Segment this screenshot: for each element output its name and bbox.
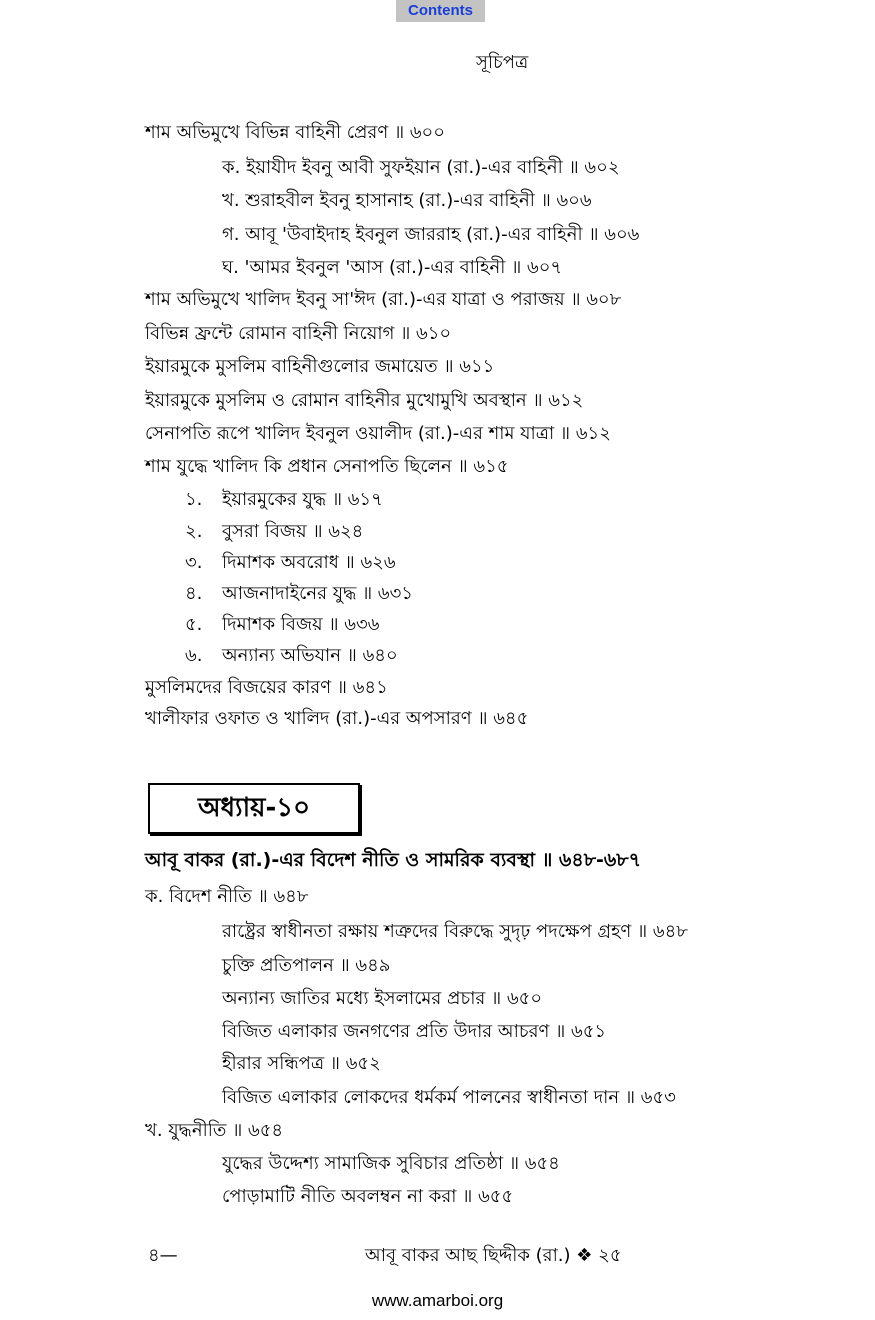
toc-numbered-entry[interactable] (185, 644, 398, 668)
footer-book-title: আবূ বাকর আছ ছিদ্দীক (রা.) ❖ ২৫ (365, 1245, 622, 1266)
toc-entry[interactable]: হীরার সন্ধিপত্র ॥ ৬৫২ (222, 1053, 381, 1074)
toc-entry[interactable]: ইয়ারমুকে মুসলিম বাহিনীগুলোর জমায়েত ॥ ৬১১ (145, 356, 495, 377)
toc-entry[interactable]: শাম অভিমুখে খালিদ ইবনু সা'ঈদ (রা.)-এর যাত্রা ও পরাজয় ॥ ৬০৮ (145, 289, 622, 310)
chapter-label: অধ্যায়-১০ (148, 783, 360, 834)
entry-text: বুসরা বিজয় ॥ ৬২৪ (222, 521, 364, 542)
entry-number: ৩. (185, 552, 203, 573)
toc-entry[interactable]: ক. বিদেশ নীতি ॥ ৬৪৮ (145, 886, 309, 907)
toc-entry[interactable]: শাম যুদ্ধে খালিদ কি প্রধান সেনাপতি ছিলেন ॥ ৬১৫ (145, 456, 509, 477)
toc-entry[interactable]: খ. শুরাহবীল ইবনু হাসানাহ (রা.)-এর বাহিনী ॥ ৬০৬ (222, 190, 592, 211)
page-header: সূচিপত্র (476, 52, 529, 73)
entry-text: দিমাশক বিজয় ॥ ৬৩৬ (222, 614, 380, 635)
site-url[interactable]: www.amarboi.org (371, 1291, 504, 1310)
entry-number: ১. (185, 489, 203, 510)
toc-entry[interactable]: খালীফার ওফাত ও খালিদ (রা.)-এর অপসারণ ॥ ৬৪৫ (145, 708, 529, 729)
entry-number: ৬. (185, 645, 203, 666)
toc-entry[interactable]: চুক্তি প্রতিপালন ॥ ৬৪৯ (222, 955, 391, 976)
toc-numbered-entry[interactable] (185, 488, 383, 512)
toc-entry[interactable]: বিভিন্ন ফ্রন্টে রোমান বাহিনী নিয়োগ ॥ ৬১০ (145, 323, 452, 344)
toc-entry[interactable]: গ. আবূ 'উবাইদাহ ইবনুল জাররাহ (রা.)-এর বাহিনী ॥ ৬০৬ (222, 224, 640, 245)
entry-number: ২. (185, 521, 203, 542)
chapter-title[interactable]: আবূ বাকর (রা.)-এর বিদেশ নীতি ও সামরিক ব্যবস্থা ॥ ৬৪৮-৬৮৭ (145, 849, 641, 871)
toc-numbered-entry[interactable] (185, 582, 413, 606)
toc-entry[interactable]: বিজিত এলাকার লোকদের ধর্মকর্ম পালনের স্বাধীনতা দান ॥ ৬৫৩ (222, 1087, 676, 1108)
toc-entry[interactable]: যুদ্ধের উদ্দেশ্য সামাজিক সুবিচার প্রতিষ্ঠা ॥ ৬৫৪ (222, 1153, 560, 1174)
toc-entry[interactable]: পোড়ামাটি নীতি অবলম্বন না করা ॥ ৬৫৫ (222, 1186, 514, 1207)
contents-button[interactable]: Contents (396, 0, 485, 22)
toc-entry[interactable]: ঘ. 'আমর ইবনুল 'আস (রা.)-এর বাহিনী ॥ ৬০৭ (222, 257, 563, 278)
toc-entry[interactable]: মুসলিমদের বিজয়ের কারণ ॥ ৬৪১ (145, 677, 388, 698)
toc-entry[interactable]: ক. ইয়াযীদ ইবনু আবী সুফইয়ান (রা.)-এর বাহিনী ॥ ৬০২ (222, 157, 620, 178)
footer-page-marker: ৪— (148, 1245, 178, 1266)
entry-text: অন্যান্য অভিযান ॥ ৬৪০ (222, 645, 398, 666)
toc-entry[interactable]: খ. যুদ্ধনীতি ॥ ৬৫৪ (145, 1120, 284, 1141)
entry-text: আজনাদাইনের যুদ্ধ ॥ ৬৩১ (222, 583, 413, 604)
entry-text: দিমাশক অবরোধ ॥ ৬২৬ (222, 552, 396, 573)
toc-numbered-entry[interactable] (185, 551, 396, 575)
toc-numbered-entry[interactable] (185, 520, 364, 544)
toc-entry[interactable]: সেনাপতি রূপে খালিদ ইবনুল ওয়ালীদ (রা.)-এর শাম যাত্রা ॥ ৬১২ (145, 423, 611, 444)
toc-entry[interactable]: অন্যান্য জাতির মধ্যে ইসলামের প্রচার ॥ ৬৫০ (222, 988, 543, 1009)
toc-entry[interactable]: রাষ্ট্রের স্বাধীনতা রক্ষায় শত্রুদের বিরুদ্ধে সুদৃঢ় পদক্ষেপ গ্রহণ ॥ ৬৪৮ (222, 921, 688, 942)
entry-text: ইয়ারমুকের যুদ্ধ ॥ ৬১৭ (222, 489, 383, 510)
toc-entry[interactable]: ইয়ারমুকে মুসলিম ও রোমান বাহিনীর মুখোমুখি অবস্থান ॥ ৬১২ (145, 390, 584, 411)
toc-numbered-entry[interactable] (185, 613, 380, 637)
toc-entry[interactable]: শাম অভিমুখে বিভিন্ন বাহিনী প্রেরণ ॥ ৬০০ (145, 122, 445, 143)
toc-entry[interactable]: বিজিত এলাকার জনগণের প্রতি উদার আচরণ ॥ ৬৫১ (222, 1021, 607, 1042)
entry-number: ৪. (185, 583, 203, 604)
entry-number: ৫. (185, 614, 203, 635)
